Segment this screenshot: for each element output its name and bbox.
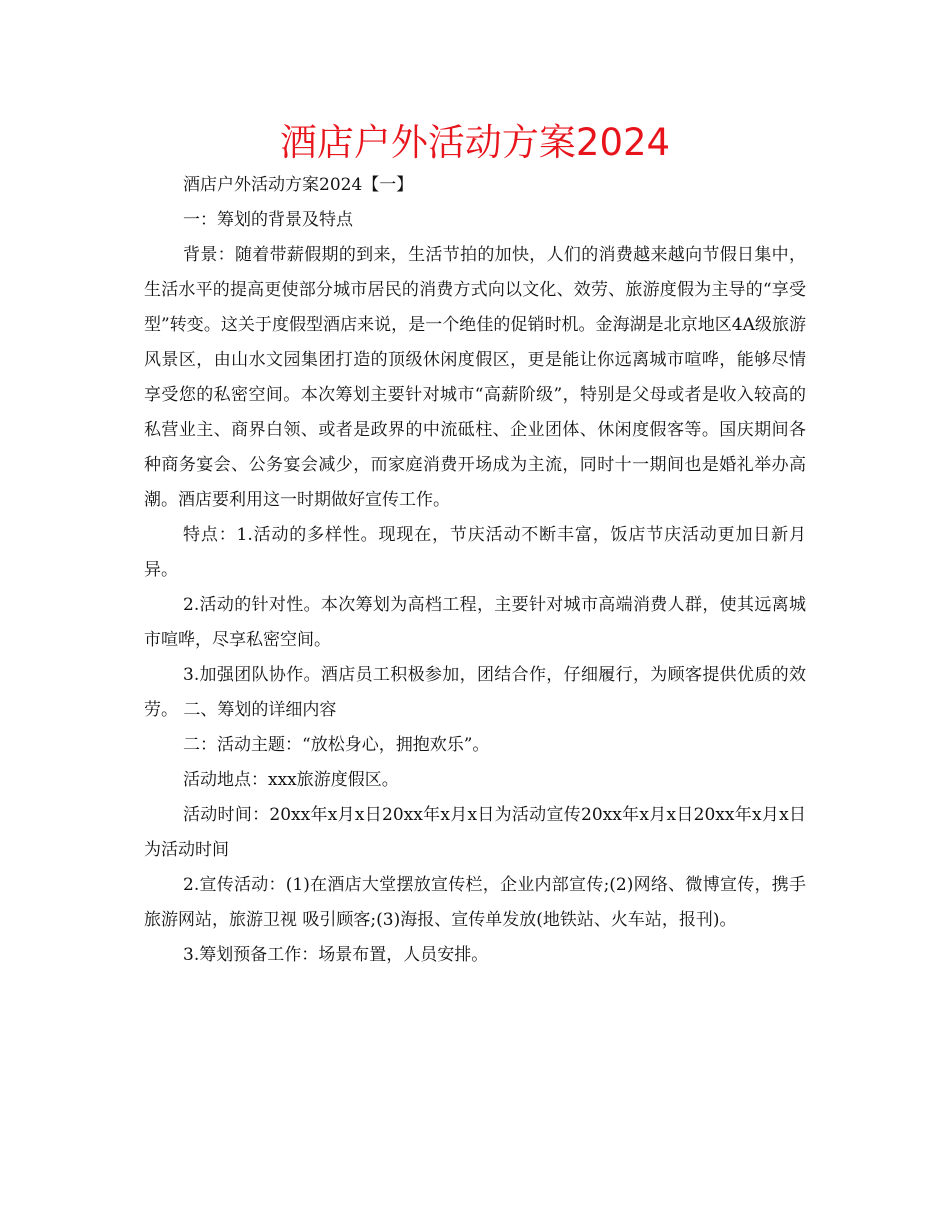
paragraph-features-3: 3.加强团队协作。酒店员工积极参加，团结合作，仔细履行，为顾客提供优质的效劳。 二、筹划的详细内容 bbox=[144, 665, 806, 720]
document-body bbox=[144, 168, 806, 973]
paragraph-theme: 二：活动主题：“放松身心，拥抱欢乐”。 bbox=[183, 735, 490, 755]
paragraph-background: 背景：随着带薪假期的到来，生活节拍的加快，人们的消费越来越向节假日集中，生活水平的提高更使部分城市居民的消费方式向以文化、效劳、旅游度假为主导的“享受型”转变。这关于度假型酒店来说，是一个绝佳的促销时机。金海湖是北京地区4A级旅游风景区，由山水文园集团打造的顶级休闲度假区，更是能让你远离城市喧哗，能够尽情享受您的私密空间。本次筹划主要针对城市“高薪阶级”，特别是父母或者是收入较高的私营业主、商界白领、或者是政界的中流砥柱、企业团体、休闲度假客等。国庆期间各种商务宴会、公务宴会减少，而家庭消费开场成为主流，同时十一期间也是婚礼举办高潮。酒店要利用这一时期做好宣传工作。 bbox=[144, 245, 806, 510]
paragraph-promotion: 2.宣传活动：(1)在酒店大堂摆放宣传栏，企业内部宣传;(2)网络、微博宣传，携手旅游网站，旅游卫视 吸引顾客;(3)海报、宣传单发放(地铁站、火车站，报刊)。 bbox=[144, 875, 806, 930]
section-heading: 酒店户外活动方案2024【一】 bbox=[183, 175, 414, 195]
paragraph-preparation: 3.筹划预备工作：场景布置，人员安排。 bbox=[183, 945, 489, 965]
paragraph-location: 活动地点：xxx旅游度假区。 bbox=[183, 770, 399, 790]
subsection-heading: 一：筹划的背景及特点 bbox=[183, 210, 353, 230]
paragraph-features-2: 2.活动的针对性。本次筹划为高档工程，主要针对城市高端消费人群，使其远离城市喧哗，尽享私密空间。 bbox=[144, 595, 806, 650]
paragraph-time: 活动时间：20xx年x月x日20xx年x月x日为活动宣传20xx年x月x日20xx年x月x日为活动时间 bbox=[144, 805, 806, 860]
document-title: 酒店户外活动方案2024 bbox=[279, 121, 671, 164]
paragraph-features-1: 特点：1.活动的多样性。现现在，节庆活动不断丰富，饭店节庆活动更加日新月异。 bbox=[144, 525, 806, 580]
